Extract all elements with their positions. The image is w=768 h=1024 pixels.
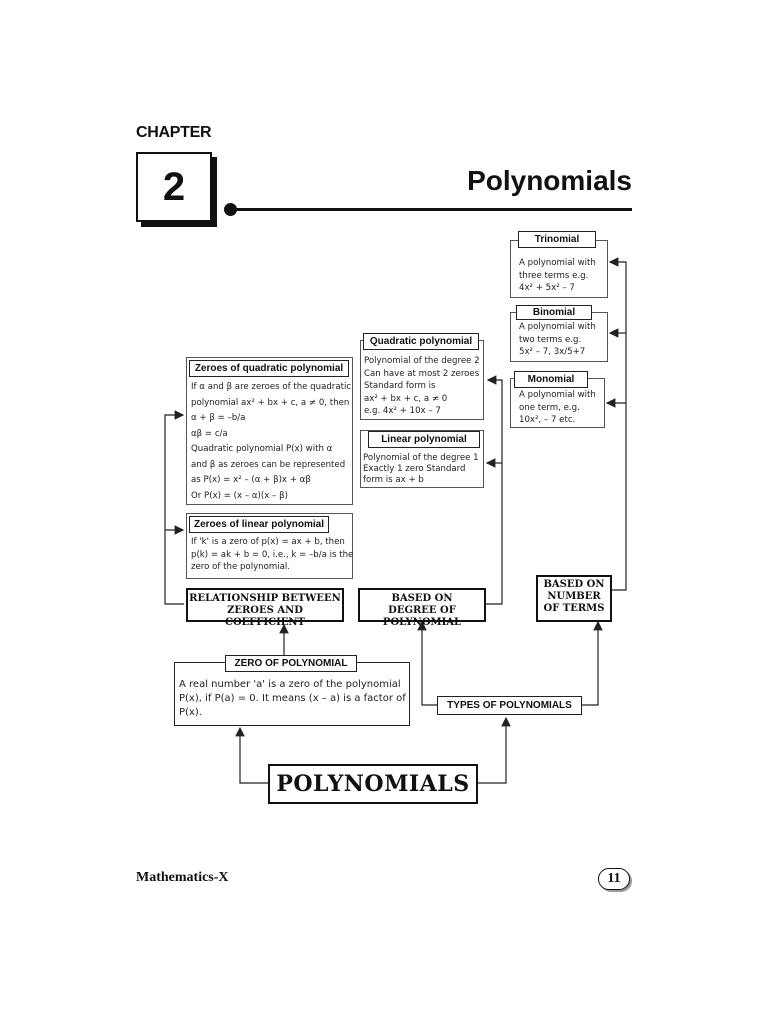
zero-of-polynomial-text: A real number 'a' is a zero of the polynomial P(x), if P(a) = 0. It means (x – a) is a factor of P(x).	[179, 679, 406, 718]
chapter-number: 2	[136, 152, 212, 222]
types-of-polynomials-box: TYPES OF POLYNOMIALS	[437, 696, 582, 715]
binomial-text: A polynomial with two terms e.g. 5x² – 7, 3x/5+7	[519, 322, 596, 357]
root-polynomials: POLYNOMIALS	[268, 764, 478, 804]
chapter-label: CHAPTER	[136, 124, 212, 141]
based-on-degree-box: BASED ON DEGREE OF POLYNOMIAL	[358, 588, 486, 622]
linear-polynomial-title: Linear polynomial	[368, 431, 480, 448]
monomial-text: A polynomial with one term, e.g. 10x², – 7 etc.	[519, 390, 596, 425]
quadratic-polynomial-text: Polynomial of the degree 2 Can have at most 2 zeroes Standard form is ax² + bx + c, a ≠ 0 e.g. 4x² + 10x – 7	[364, 356, 480, 416]
zeroes-linear-title: Zeroes of linear polynomial	[189, 516, 329, 533]
zero-of-polynomial-title: ZERO OF POLYNOMIAL	[225, 655, 357, 672]
footer-subject: Mathematics-X	[136, 870, 229, 885]
quadratic-polynomial-title: Quadratic polynomial	[363, 333, 479, 350]
zeroes-linear-text: If 'k' is a zero of p(x) = ax + b, then p(k) = ak + b = 0, i.e., k = –b/a is the zero of the polynomial.	[191, 537, 354, 572]
trinomial-title: Trinomial	[518, 231, 596, 248]
binomial-title: Binomial	[516, 305, 592, 320]
zeroes-quadratic-text: If α and β are zeroes of the quadratic polynomial ax² + bx + c, a ≠ 0, then α + β = –b/a αβ = c/a Quadratic polynomial P(x) with α and β as zeroes can be represented as P(x) = x² – (α + β)x + αβ Or P(x) = (x – α)(x – β)	[191, 382, 352, 501]
page-title: Polynomials	[467, 165, 632, 196]
linear-polynomial-text: Polynomial of the degree 1 Exactly 1 zero Standard form is ax + b	[363, 453, 479, 485]
zeroes-quadratic-title: Zeroes of quadratic polynomial	[189, 360, 349, 377]
monomial-title: Monomial	[514, 371, 588, 388]
based-on-terms-box: BASED ON NUMBER OF TERMS	[536, 575, 612, 622]
relationship-box: RELATIONSHIP BETWEEN ZEROES AND COEFFICIENT	[186, 588, 344, 622]
trinomial-text: A polynomial with three terms e.g. 4x² + 5x² – 7	[519, 258, 596, 293]
page-number: 11	[598, 868, 630, 890]
